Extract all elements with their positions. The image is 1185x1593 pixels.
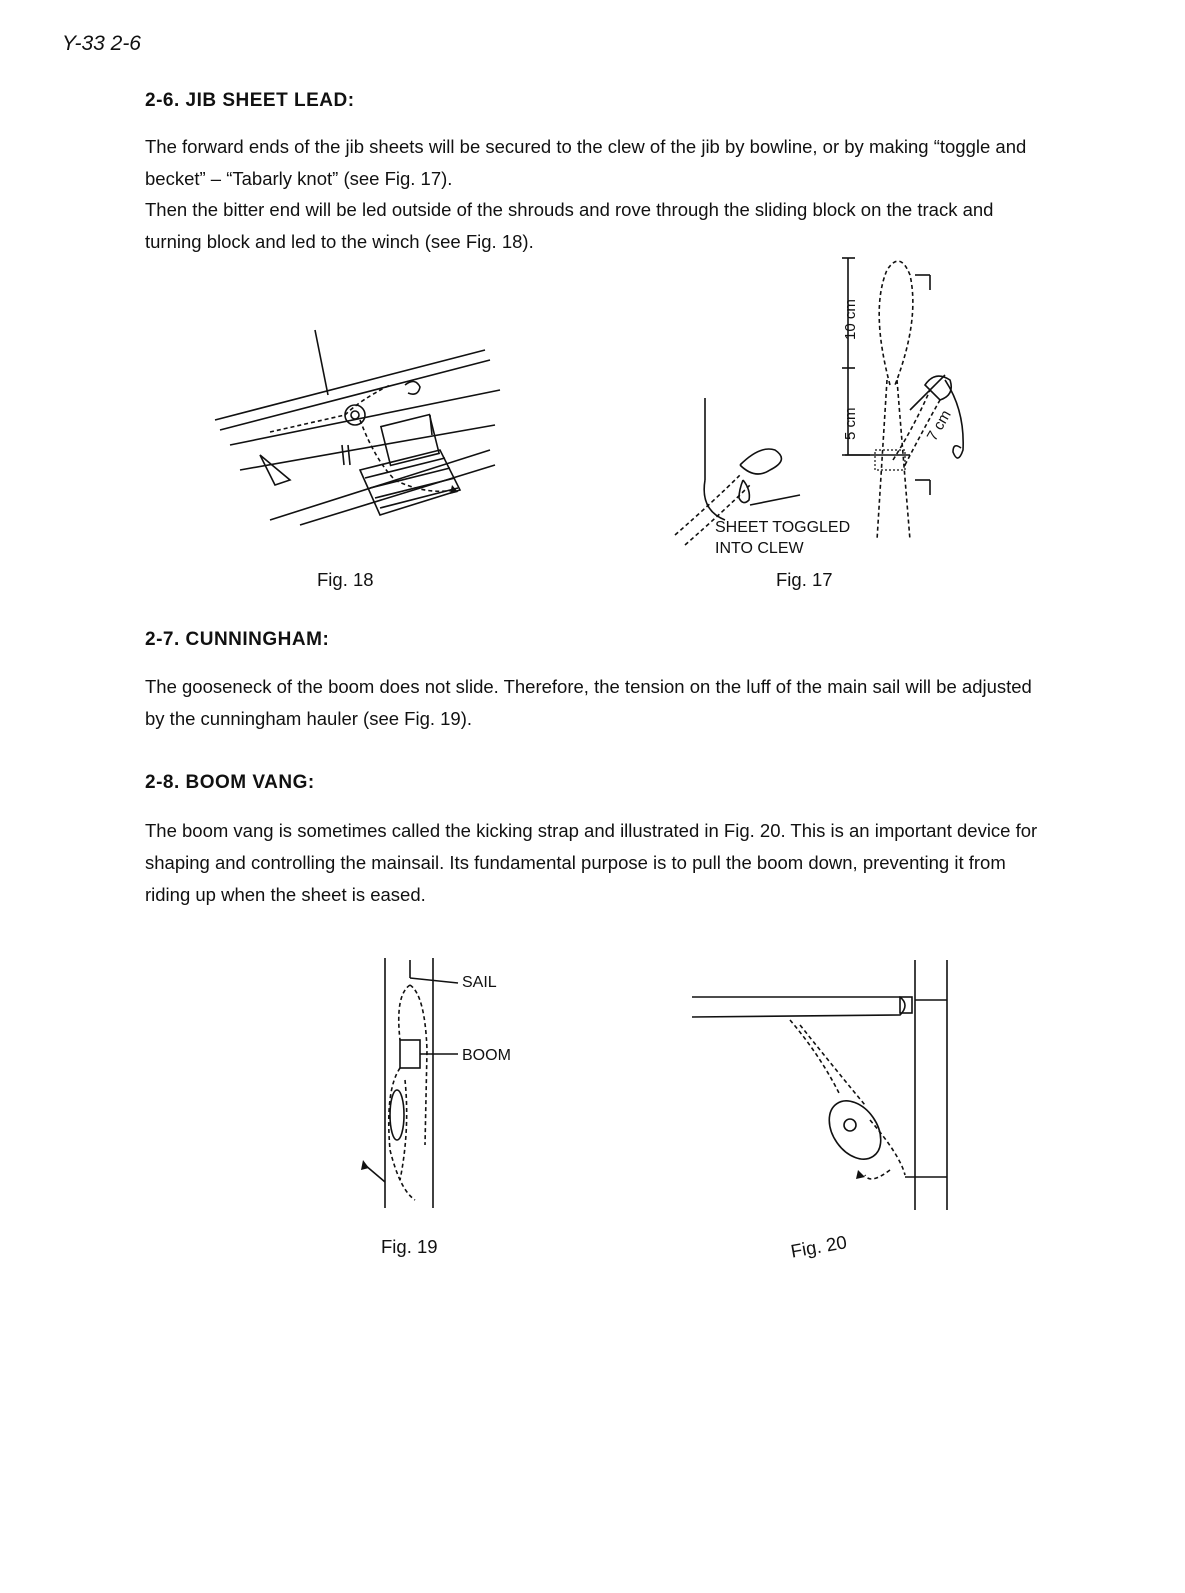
fig-17-label-line2: INTO CLEW [715, 540, 804, 557]
section-title-cunningham: 2-7. CUNNINGHAM: [145, 629, 330, 650]
page-id: Y-33 2-6 [62, 32, 141, 55]
fig-18-winch-illustration [210, 320, 510, 540]
fig-17-caption: Fig. 17 [776, 569, 833, 590]
section-title-jib-sheet-lead: 2-6. JIB SHEET LEAD: [145, 90, 355, 111]
fig-18-caption: Fig. 18 [317, 569, 374, 590]
paragraph-jib-sheet-1: The forward ends of the jib sheets will be secured to the clew of the jib by bowline, or by making “toggle and becket” – “Tabarly knot” (see Fig. 17). [145, 136, 1027, 189]
fig-20-caption: Fig. 20 [789, 1231, 849, 1262]
paragraph-cunningham: The gooseneck of the boom does not slide. Therefore, the tension on the luff of the main sail will be adjusted by the cunningham hauler (see Fig. 19). [145, 676, 1032, 729]
fig-17-dim-7cm: 7 cm [923, 407, 955, 444]
fig-17-knot-illustration [665, 250, 985, 560]
fig-19-caption: Fig. 19 [381, 1236, 438, 1257]
fig-19-label-sail: SAIL [462, 974, 497, 991]
section-title-boom-vang: 2-8. BOOM VANG: [145, 772, 315, 793]
fig-17-label-line1: SHEET TOGGLED [715, 519, 851, 536]
fig-17-dim-10cm: 10 cm [842, 299, 859, 340]
fig-20-boom-vang-illustration [690, 955, 955, 1215]
fig-17-label [715, 517, 850, 559]
fig-17-dim-5cm: 5 cm [842, 407, 859, 440]
fig-19-label-boom: BOOM [462, 1047, 511, 1064]
paragraph-jib-sheet-2: Then the bitter end will be led outside of the shrouds and rove through the sliding block on the track and turning block and led to the winch (see Fig. 18). [145, 199, 994, 252]
paragraph-boom-vang: The boom vang is sometimes called the kicking strap and illustrated in Fig. 20. This is an important device for shaping and controlling the mainsail. Its fundamental purpose is to pull the boom down, preventing it from riding up when the sheet is eased. [145, 820, 1038, 905]
fig-19-cunningham-illustration [355, 950, 475, 1215]
